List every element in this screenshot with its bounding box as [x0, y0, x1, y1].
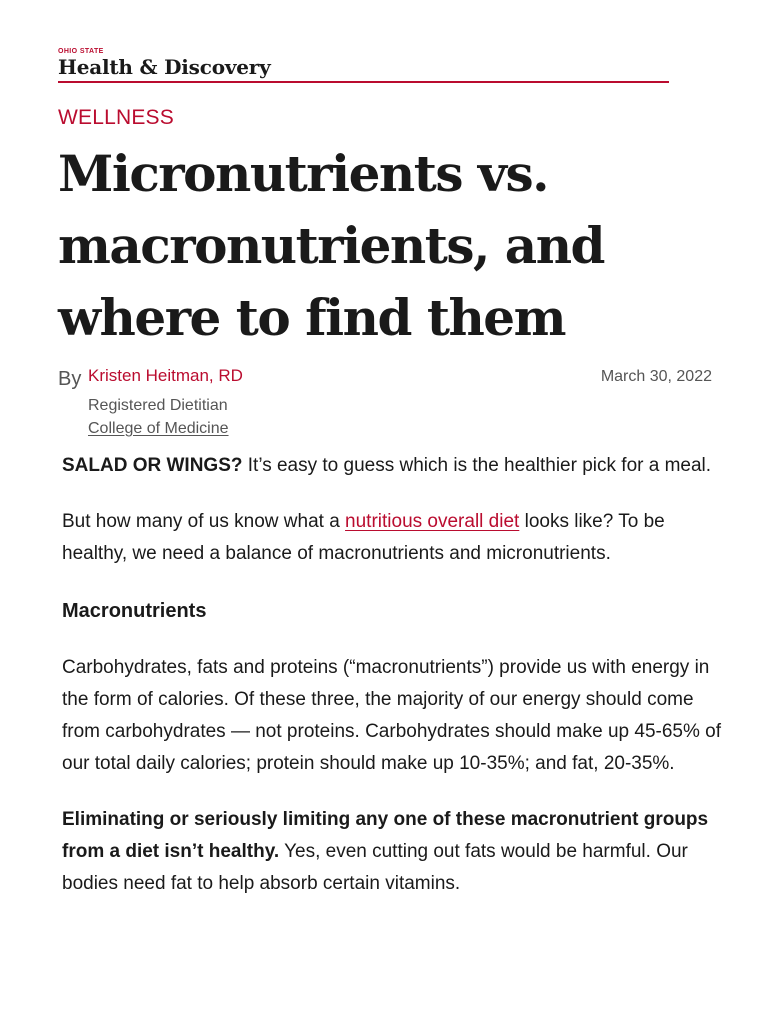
paragraph-text: But how many of us know what a	[62, 511, 346, 532]
lead-in-bold: Eliminating or seriously limiting any one of these macronutrient groups from a diet isn’t healthy.	[62, 809, 709, 862]
by-label: By	[58, 368, 82, 390]
category-link[interactable]: WELLNESS	[58, 106, 174, 129]
paragraph-macros: Carbohydrates, fats and proteins (“macronutrients”) provide us with energy in the form of calories. Of these three, the majority of our energy should come from carbohydrates — not proteins. Carbohydrates should make up 45-65% of our total daily calories; protein should make up 10-35%; and fat, 20-35%.	[62, 657, 722, 774]
section-heading-macronutrients: Macronutrients	[62, 600, 207, 622]
header-divider	[58, 81, 669, 83]
author-department-link[interactable]: College of Medicine	[88, 420, 229, 437]
brand-eyebrow: OHIO STATE	[58, 48, 104, 55]
site-logo[interactable]	[58, 48, 669, 78]
paragraph-intro	[62, 450, 722, 482]
paragraph-text: looks like? To be healthy, we need a balance of macronutrients and micronutrients.	[62, 511, 665, 564]
paragraph-eliminating	[62, 804, 722, 900]
article-title: Micronutrients vs. macronutrients, and where to find them	[58, 144, 605, 347]
brand-title: Health & Discovery	[58, 55, 271, 79]
nutritious-diet-link[interactable]: nutritious overall diet	[345, 511, 520, 532]
paragraph-text: Yes, even cutting out fats would be harmful. Our bodies need fat to help absorb certain vitamins.	[62, 841, 688, 894]
lead-in-bold: SALAD OR WINGS?	[62, 455, 243, 476]
author-link[interactable]: Kristen Heitman, RD	[88, 366, 243, 385]
byline	[58, 366, 712, 442]
paragraph-text: It’s easy to guess which is the healthier pick for a meal.	[242, 455, 712, 476]
author-role: Registered Dietitian	[88, 397, 228, 414]
article-body	[62, 450, 722, 924]
publish-date: March 30, 2022	[600, 368, 712, 385]
paragraph-balance	[62, 506, 722, 570]
